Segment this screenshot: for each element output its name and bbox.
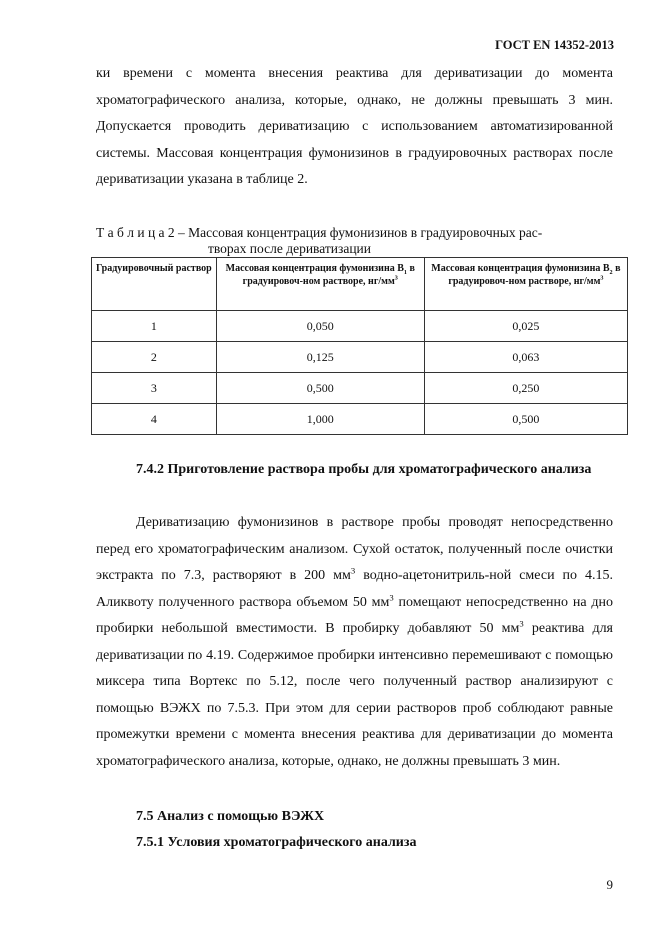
header-b2-sub: 2 bbox=[609, 269, 613, 276]
para2-sup1: 3 bbox=[350, 565, 356, 576]
cell-b2: 0,063 bbox=[424, 342, 627, 373]
cell-solution: 1 bbox=[92, 311, 217, 342]
cell-solution: 3 bbox=[92, 373, 217, 404]
cell-b2: 0,025 bbox=[424, 311, 627, 342]
page-number: 9 bbox=[606, 877, 613, 892]
section-heading-7-5-1: 7.5.1 Условия хроматографического анализа bbox=[136, 835, 417, 850]
header-b2-text-end: в градуировоч-ном растворе, нг/мм bbox=[448, 263, 621, 287]
header-b1-concentration bbox=[216, 258, 424, 311]
para2-part3: помещают непосредственно на дно пробирки небольшой вместимости. В пробирку добавляют 50 мм bbox=[96, 594, 613, 636]
para2-part2: водно-ацетонитриль-ной смеси по 4.15. Аликвоту полученного раствора объемом 50 мм bbox=[96, 568, 614, 610]
header-b2-concentration bbox=[424, 258, 627, 311]
cell-b1: 0,050 bbox=[216, 311, 424, 342]
cell-solution: 4 bbox=[92, 404, 217, 435]
header-b1-sup: 3 bbox=[394, 274, 398, 282]
table-row bbox=[92, 342, 628, 373]
header-b1-sub: 1 bbox=[403, 269, 407, 276]
table-header-row bbox=[92, 258, 628, 311]
header-b2-sup: 3 bbox=[600, 274, 604, 282]
cell-b1: 1,000 bbox=[216, 404, 424, 435]
table-caption bbox=[96, 225, 616, 257]
standard-header: ГОСТ EN 14352-2013 bbox=[495, 38, 614, 52]
para2-sup2: 3 bbox=[389, 591, 394, 602]
cell-solution: 2 bbox=[92, 342, 217, 373]
table-row bbox=[92, 404, 628, 435]
table-row bbox=[92, 311, 628, 342]
table-row bbox=[92, 373, 628, 404]
header-b1-text: Массовая концентрация фумонизина B bbox=[225, 263, 404, 274]
header-b2-text: Массовая концентрация фумонизина B bbox=[431, 263, 610, 274]
calibration-table bbox=[91, 257, 628, 435]
section-heading-7-5: 7.5 Анализ с помощью ВЭЖХ bbox=[136, 809, 325, 824]
cell-b2: 0,500 bbox=[424, 404, 627, 435]
table-caption-line1: Т а б л и ц а 2 – Массовая концентрация фумонизинов в градуировочных рас- bbox=[96, 225, 543, 240]
sample-preparation-paragraph bbox=[96, 510, 613, 775]
cell-b1: 0,500 bbox=[216, 373, 424, 404]
table-caption-line2: творах после дериватизации bbox=[208, 241, 372, 256]
para2-part1: Дериватизацию фумонизинов в растворе пробы проводят непосредственно перед его хроматографическим анализом. Сухой остаток, полученный после очистки экстракта по 7.3, растворяют в 200 мм bbox=[96, 515, 613, 583]
header-solution: Градуировочный раствор bbox=[92, 258, 217, 311]
intro-paragraph: ки времени с момента внесения реактива для дериватизации до момента хроматографического анализа, которые, однако, не должны превышать 3 мин. Допускается проводить дериватизацию с использованием автоматизированной системы. Массовая концентрация фумонизинов в градуировочных растворах после дериватизации указана в таблице 2. bbox=[96, 66, 613, 187]
section-heading-7-4-2: 7.4.2 Приготовление раствора пробы для хроматографического анализа bbox=[136, 462, 592, 477]
header-b1-text-end: в градуировоч-ном растворе, нг/мм bbox=[242, 263, 415, 287]
cell-b2: 0,250 bbox=[424, 373, 627, 404]
cell-b1: 0,125 bbox=[216, 342, 424, 373]
para2-sup3: 3 bbox=[519, 618, 524, 629]
para2-part4: реактива для дериватизации по 4.19. Содержимое пробирки интенсивно перемешивают с помощью миксера типа Вортекс по 5.12, после чего полученный раствор анализируют с помощью ВЭЖХ по 7.5.3. При этом для серии растворов проб соблюдают равные промежутки времени с момента внесения реактива для дериватизации до момента хроматографического анализа, которые, однако, не должны превышать 3 мин. bbox=[96, 621, 613, 769]
